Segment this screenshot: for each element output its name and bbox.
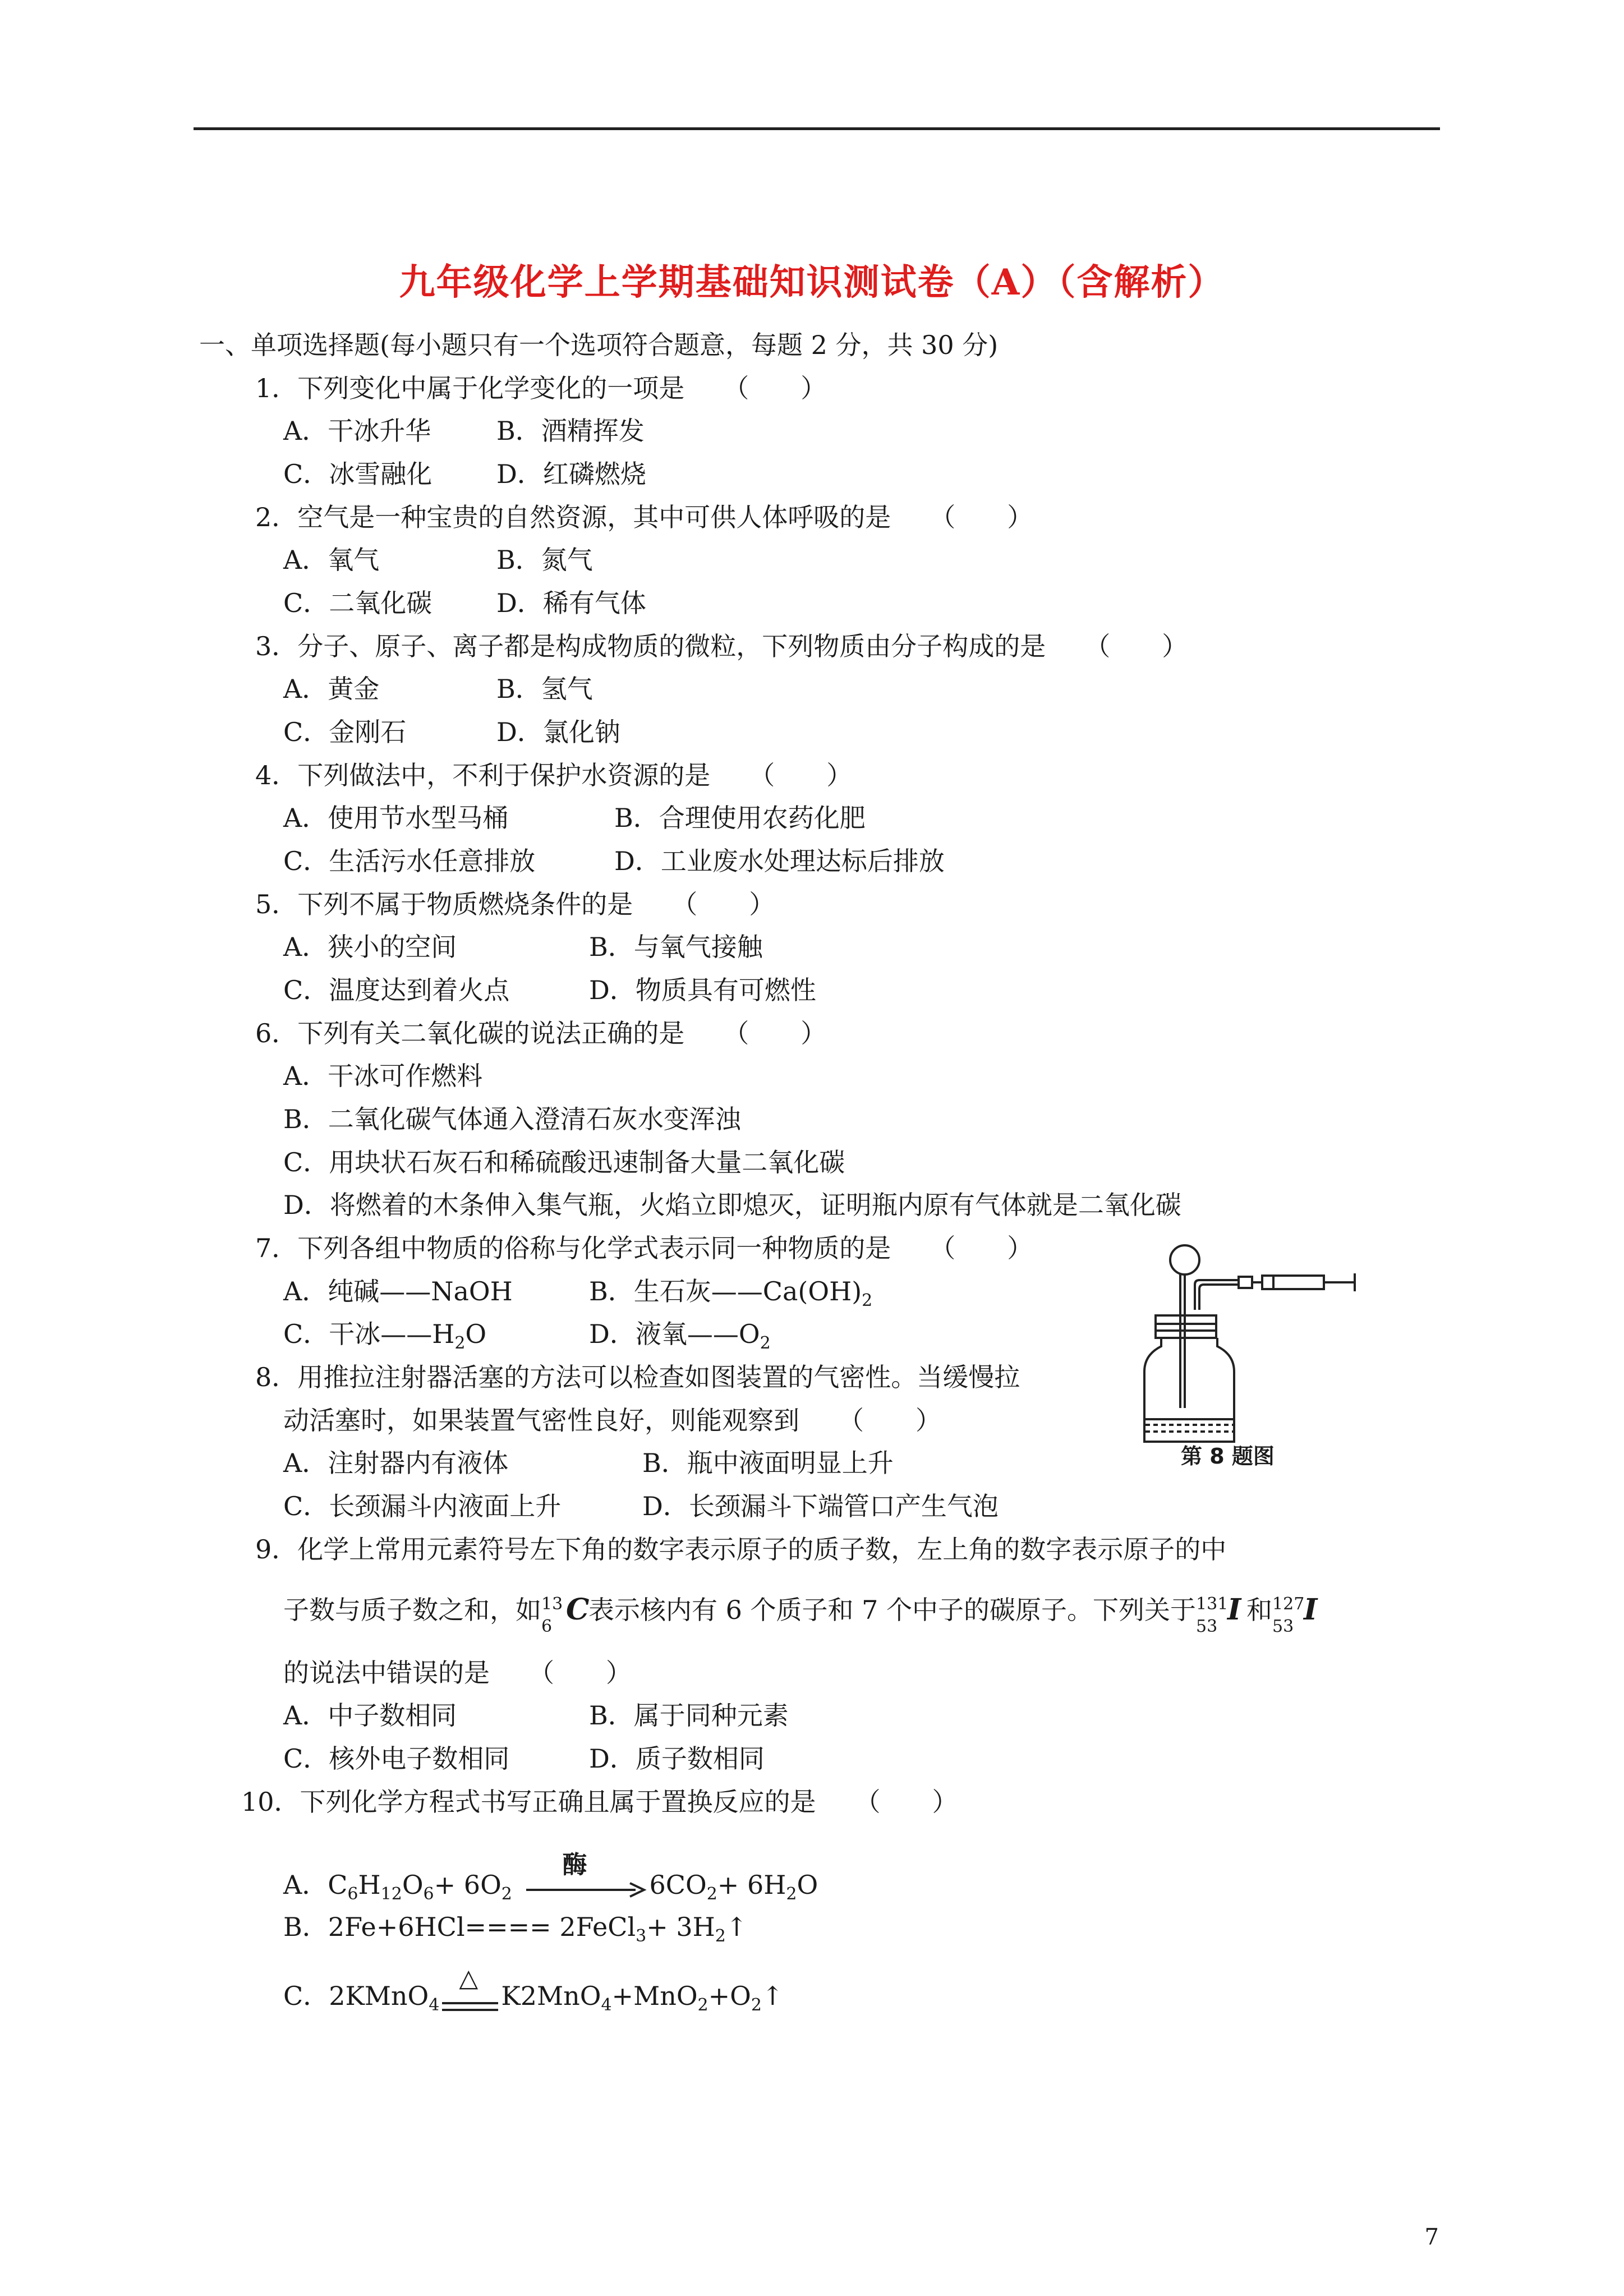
question-7-stem: 7．下列各组中物质的俗称与化学式表示同一种物质的是 （ ）	[255, 1233, 1033, 1263]
option-d: D．红磷燃烧	[496, 459, 646, 489]
question-1-stem: 1．下列变化中属于化学变化的一项是 （ ）	[255, 373, 827, 403]
question-1-options-row2	[283, 457, 646, 491]
option-c: C．用块状石灰石和稀硫酸迅速制备大量二氧化碳	[283, 1147, 845, 1177]
equation-a: A．$C_6H_{12}O_6+ 6O_2$ 酶 $6CO_2+ 6H_2O$	[283, 1868, 818, 1911]
question-5-stem: 5．下列不属于物质燃烧条件的是 （ ）	[255, 889, 775, 919]
option-d: D．长颈漏斗下端管口产生气泡	[642, 1491, 999, 1521]
question-4-options-row2	[283, 844, 945, 878]
option-c: C．长颈漏斗内液面上升	[283, 1491, 562, 1521]
question-8-stem-line1: 8．用推拉注射器活塞的方法可以检查如图装置的气密性。当缓慢拉	[255, 1362, 1020, 1392]
question-4-options-row1	[283, 801, 866, 835]
page-number: 7	[1424, 2224, 1439, 2250]
heat-equals-sign: △	[439, 1989, 501, 2022]
option-b: B．与氧气接触	[589, 932, 763, 962]
question-3-options-row2	[283, 715, 620, 749]
question-5-options-row1	[283, 930, 763, 964]
option-d: D．物质具有可燃性	[589, 975, 816, 1005]
figure-caption: 第 8 题图	[1181, 1444, 1275, 1469]
option-b: B．氮气	[496, 545, 593, 575]
question-8-options-row2	[283, 1489, 999, 1523]
option-b: B．生石灰$——Ca(OH)_2$	[589, 1276, 873, 1310]
option-b: B．二氧化碳气体通入澄清石灰水变浑浊	[283, 1104, 741, 1134]
option-c: C．生活污水任意排放	[283, 846, 536, 876]
question-10-stem: 10．下列化学方程式书写正确且属于置换反应的是 （ ）	[241, 1787, 958, 1817]
option-a: A．黄金	[283, 674, 380, 704]
option-a: A．纯碱——NaOH	[283, 1276, 513, 1306]
option-d: D．质子数相同	[589, 1743, 765, 1774]
question-9-stem-line2: 子数与质子数之和，如 13 6 C 表示核内有 6 个质子和 7 个中子的碳原子。下列关于 131 53 I 和 127 53 I	[283, 1593, 1323, 1627]
isotope-c13: 13 6 C	[541, 1593, 590, 1636]
option-d: D．稀有气体	[496, 588, 646, 618]
section-heading: 一、单项选择题(每小题只有一个选项符合题意，每题 2 分，共 30 分)	[199, 330, 999, 360]
question-9-stem-line1: 9．化学上常用元素符号左下角的数字表示原子的质子数，左上角的数字表示原子的中	[255, 1534, 1227, 1565]
question-4-stem: 4．下列做法中，不利于保护水资源的是 （ ）	[255, 760, 853, 790]
question-5-options-row2	[283, 973, 816, 1007]
question-8-options-row1	[283, 1446, 894, 1480]
question-6-stem: 6．下列有关二氧化碳的说法正确的是 （ ）	[255, 1018, 827, 1048]
option-d: D．液氧$——O_2$	[589, 1319, 771, 1353]
option-c: C．干冰$——H_2O$	[283, 1319, 487, 1353]
option-b: B．氢气	[496, 674, 593, 704]
question-2-options-row1	[283, 543, 593, 577]
enzyme-arrow: 酶	[521, 1878, 650, 1911]
option-c: C．冰雪融化	[283, 459, 433, 489]
question-9-options-row1	[283, 1699, 789, 1732]
question-7-options-row2	[283, 1317, 771, 1360]
equation-b: B．2Fe+6HCl==== 2FeCl$_3$+ $3H_2↑$	[283, 1912, 748, 1946]
option-a: A．中子数相同	[283, 1700, 457, 1731]
option-b: B．属于同种元素	[589, 1700, 789, 1731]
page-title: 九年级化学上学期基础知识测试卷（A）（含解析）	[399, 261, 1225, 303]
option-a: A．使用节水型马桶	[283, 803, 509, 833]
question-7-options-row1	[283, 1274, 872, 1318]
option-c: C．核外电子数相同	[283, 1743, 510, 1774]
option-b: B．酒精挥发	[496, 416, 645, 446]
option-d: D．氯化钠	[496, 717, 620, 747]
question-8-stem-line2: 动活塞时，如果装置气密性良好，则能观察到 （ ）	[283, 1405, 941, 1435]
question-2-stem: 2．空气是一种宝贵的自然资源，其中可供人体呼吸的是 （ ）	[255, 502, 1033, 532]
question-3-stem: 3．分子、原子、离子都是构成物质的微粒，下列物质由分子构成的是 （ ）	[255, 631, 1188, 661]
header-rule	[194, 127, 1440, 130]
isotope-i131: 131 53 I	[1196, 1593, 1241, 1636]
option-d: D．工业废水处理达标后排放	[614, 846, 945, 876]
question-9-options-row2	[283, 1742, 765, 1775]
option-d: D．将燃着的木条伸入集气瓶，火焰立即熄灭，证明瓶内原有气体就是二氧化碳	[283, 1190, 1181, 1220]
question-2-options-row2	[283, 586, 646, 620]
question-3-options-row1	[283, 672, 593, 706]
option-a: A．干冰升华	[283, 416, 431, 446]
option-b: B．合理使用农药化肥	[614, 803, 866, 833]
option-c: C．金刚石	[283, 717, 407, 747]
question-1-options-row1	[283, 414, 645, 448]
question-9-stem-line3: 的说法中错误的是 （ ）	[283, 1658, 632, 1688]
equation-c: C．2KMnO$_4$ △ $K2MnO_4+MnO_2+O_2↑$	[283, 1979, 784, 2022]
option-a: A．注射器内有液体	[283, 1448, 509, 1478]
option-c: C．二氧化碳	[283, 588, 433, 618]
option-b: B．瓶中液面明显上升	[642, 1448, 894, 1478]
option-c: C．温度达到着火点	[283, 975, 510, 1005]
option-a: A．干冰可作燃料	[283, 1061, 483, 1091]
option-a: A．狭小的空间	[283, 932, 457, 962]
option-a: A．氧气	[283, 545, 380, 575]
isotope-i127: 127 53 I	[1272, 1593, 1318, 1636]
